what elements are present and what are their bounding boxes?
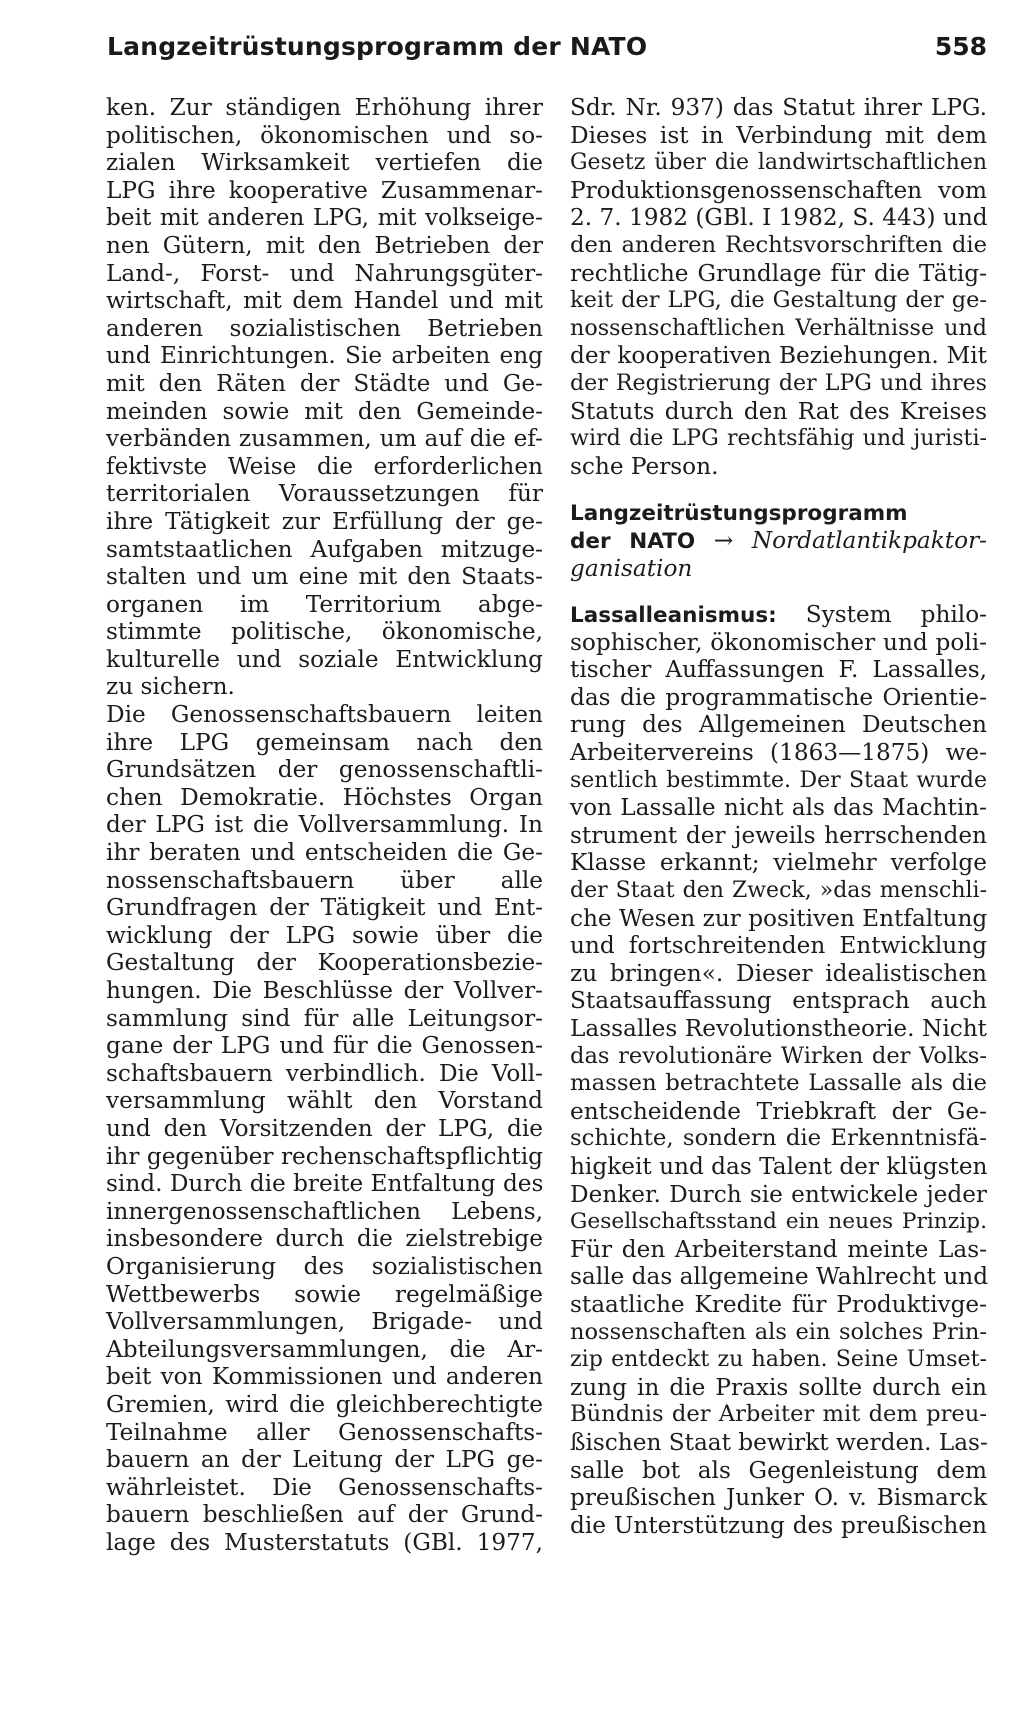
text-line: Grundfragen der Tätigkeit und Ent-	[106, 894, 543, 922]
text-line: schaftsbauern verbindlich. Die Voll-	[106, 1059, 543, 1087]
entry-line	[570, 601, 987, 629]
text-line: mit den Räten der Städte und Ge-	[106, 369, 543, 397]
text-line: von Lassalle nicht als das Machtin-	[570, 794, 987, 822]
text-line: organen im Territorium abge-	[106, 590, 543, 618]
text-line: nossenschaftsbauern über alle	[106, 866, 543, 894]
text-line: chen Demokratie. Höchstes Organ	[106, 783, 543, 811]
text-line: beit mit anderen LPG, mit volkseige-	[106, 204, 543, 232]
text-line: Lassalles Revolutionstheorie. Nicht	[570, 1015, 987, 1042]
text-line: Land-, Forst- und Nahrungsgüter-	[106, 259, 543, 287]
text-line: sophischer, ökonomischer und poli-	[570, 628, 987, 656]
text-line: meinden sowie mit den Gemeinde-	[106, 397, 543, 425]
text-line: ßischen Staat bewirkt werden. Las-	[570, 1428, 988, 1456]
text-line: staatliche Kredite für Produktivge-	[570, 1290, 987, 1318]
text-line: Sdr. Nr. 937) das Statut ihrer LPG.	[570, 94, 987, 121]
text-line: salle das allgemeine Wahlrecht und	[570, 1263, 989, 1291]
text-line: Grundsätzen der genossenschaftli-	[106, 756, 543, 784]
entry-line	[570, 555, 987, 583]
text-line: nossenschaftlichen Verhältnisse und	[570, 314, 987, 341]
text-line: higkeit und das Talent der klügsten	[570, 1152, 988, 1180]
headword-continuation: der NATO	[570, 528, 696, 554]
text-line: strument der jeweils herrschenden	[570, 821, 987, 849]
text-line: Organisierung des sozialistischen	[106, 1252, 543, 1280]
text-line: che Wesen zur positiven Entfaltung	[570, 904, 988, 932]
text-line: stalten und um eine mit den Staats-	[106, 563, 543, 591]
headword: Lassalleanismus:	[570, 603, 777, 629]
text-line: Dieses ist in Verbindung mit dem	[570, 121, 987, 149]
text-line: zu bringen«. Dieser idealistischen	[570, 959, 987, 987]
text-line: Gremien, wird die gleichberechtigte	[106, 1390, 543, 1418]
running-head-title: Langzeitrüstungsprogramm der NATO	[107, 32, 648, 61]
text-line: zung in die Praxis sollte durch ein	[570, 1373, 987, 1401]
text-line: Vollversammlungen, Brigade- und	[106, 1308, 543, 1336]
text-line: ken. Zur ständigen Erhöhung ihrer	[106, 94, 543, 121]
text-line: zip entdeckt zu haben. Seine Umset-	[570, 1346, 987, 1373]
text-line: ihre LPG gemeinsam nach den	[106, 728, 543, 756]
text-line: wirtschaft, mit dem Handel und mit	[106, 287, 543, 315]
text-line: sind. Durch die breite Entfaltung des	[106, 1170, 544, 1198]
text-line: verbänden zusammen, um auf die ef-	[106, 425, 543, 453]
text-line: 2. 7. 1982 (GBl. I 1982, S. 443) und	[570, 204, 988, 232]
headword: Langzeitrüstungsprogramm	[570, 501, 908, 527]
text-line: das die programmatische Orientie-	[570, 683, 987, 711]
text-line: nen Gütern, mit den Betrieben der	[106, 231, 543, 259]
text-line: lage des Musterstatuts (GBl. 1977,	[106, 1528, 543, 1556]
entry-line	[570, 527, 987, 555]
arrow-icon: →	[713, 526, 734, 554]
text-line: preußischen Junker O. v. Bismarck	[570, 1484, 987, 1512]
text-line: zialen Wirksamkeit vertiefen die	[106, 149, 543, 177]
page-number: 558	[934, 32, 987, 61]
text-line: Bündnis der Arbeiter mit dem preu-	[570, 1401, 987, 1428]
text-line: Gesetz über die landwirtschaftlichen	[570, 150, 987, 176]
text-line: insbesondere durch die zielstrebige	[106, 1225, 543, 1253]
text-line: salle bot als Gegenleistung dem	[570, 1456, 987, 1484]
text-line: beit von Kommissionen und anderen	[106, 1363, 543, 1391]
text-line: Für den Arbeiterstand meinte Las-	[570, 1235, 987, 1263]
left-column	[106, 94, 543, 1556]
text-line: entscheidende Triebkraft der Ge-	[570, 1097, 987, 1125]
text-line: sche Person.	[570, 452, 719, 480]
text-line: Arbeitervereins (1863—1875) we-	[570, 739, 987, 767]
text-line: Statuts durch den Rat des Kreises	[570, 397, 987, 425]
text-line: sentlich bestimmte. Der Staat wurde	[570, 767, 987, 793]
text-line: versammlung wählt den Vorstand	[106, 1087, 543, 1115]
text-line: der Staat den Zweck, »das menschli-	[570, 878, 987, 904]
text-line: wicklung der LPG sowie über die	[106, 921, 543, 949]
text-line: rung des Allgemeinen Deutschen	[570, 711, 987, 739]
text-line: sammlung sind für alle Leitungsor-	[106, 1004, 543, 1032]
cross-reference-link-continuation[interactable]: ganisation	[570, 554, 693, 582]
text-line: Abteilungsversammlungen, die Ar-	[106, 1335, 543, 1363]
text-line: samtstaatlichen Aufgaben mitzuge-	[106, 535, 543, 563]
text-line: Klasse erkannt; vielmehr verfolge	[570, 849, 987, 877]
text-line: gane der LPG und für die Genossen-	[106, 1032, 543, 1060]
text-line: Denker. Durch sie entwickele jeder	[570, 1180, 987, 1208]
text-line: Teilnahme aller Genossenschafts-	[106, 1418, 543, 1446]
text-line: tischer Auffassungen F. Lassalles,	[570, 656, 987, 684]
text-line: der LPG ist die Vollversammlung. In	[106, 811, 543, 839]
text-line: anderen sozialistischen Betrieben	[106, 314, 543, 342]
text-line: der Registrierung der LPG und ihres	[570, 369, 987, 396]
text-line: nossenschaften als ein solches Prin-	[570, 1318, 987, 1345]
text-line: bauern an der Leitung der LPG ge-	[106, 1446, 543, 1474]
text-line: Staatsauffassung entsprach auch	[570, 987, 987, 1015]
text-line: zu sichern.	[106, 673, 235, 701]
text-line: rechtliche Grundlage für die Tätig-	[570, 259, 987, 287]
entry-text: System philo-	[805, 601, 987, 629]
text-line: ihre Tätigkeit zur Erfüllung der ge-	[106, 507, 543, 535]
headword-line	[570, 499, 987, 527]
text-line: den anderen Rechtsvorschriften die	[570, 231, 987, 258]
text-line: das revolutionäre Wirken der Volks-	[570, 1042, 987, 1069]
lpg-entry-continuation	[570, 94, 987, 480]
text-line: die Unterstützung des preußischen	[570, 1511, 987, 1539]
text-line: keit der LPG, die Gestaltung der ge-	[570, 287, 987, 314]
text-line: stimmte politische, ökonomische,	[106, 618, 543, 646]
text-line: innergenossenschaftlichen Lebens,	[106, 1197, 543, 1225]
entry-langzeitruestungsprogramm	[570, 499, 987, 582]
text-line: massen betrachtete Lassalle als die	[570, 1070, 987, 1097]
text-line: hungen. Die Beschlüsse der Vollver-	[106, 977, 543, 1004]
text-line: der kooperativen Beziehungen. Mit	[570, 342, 987, 370]
text-line: Die Genossenschaftsbauern leiten	[106, 701, 543, 729]
right-column	[570, 94, 987, 1539]
text-line: ihr gegenüber rechenschaftspflichtig	[106, 1142, 543, 1170]
text-line: fektivste Weise die erforderlichen	[106, 452, 543, 480]
text-line: Wettbewerbs sowie regelmäßige	[106, 1280, 543, 1308]
text-line: und den Vorsitzenden der LPG, die	[106, 1114, 543, 1142]
cross-reference-link[interactable]: Nordatlantikpaktor-	[751, 526, 988, 554]
text-line: politischen, ökonomischen und so-	[106, 121, 543, 149]
entry-lassalleanismus	[570, 601, 987, 1539]
text-line: währleistet. Die Genossenschafts-	[106, 1473, 543, 1501]
text-line: LPG ihre kooperative Zusammenar-	[106, 176, 543, 204]
text-line: wird die LPG rechtsfähig und juristi-	[570, 425, 987, 452]
text-line: Gestaltung der Kooperationsbezie-	[106, 949, 543, 977]
text-line: territorialen Voraussetzungen für	[106, 480, 543, 508]
text-line: ihr beraten und entscheiden die Ge-	[106, 839, 543, 867]
text-line: bauern beschließen auf der Grund-	[106, 1501, 543, 1529]
text-line: schichte, sondern die Erkenntnisfä-	[570, 1125, 987, 1152]
text-line: und fortschreitenden Entwicklung	[570, 932, 987, 960]
running-header	[107, 32, 987, 72]
text-line: kulturelle und soziale Entwicklung	[106, 645, 543, 673]
text-line: Produktionsgenossenschaften vom	[570, 176, 987, 204]
text-line: Gesellschaftsstand ein neues Prinzip.	[570, 1209, 987, 1235]
text-line: und Einrichtungen. Sie arbeiten eng	[106, 342, 543, 370]
